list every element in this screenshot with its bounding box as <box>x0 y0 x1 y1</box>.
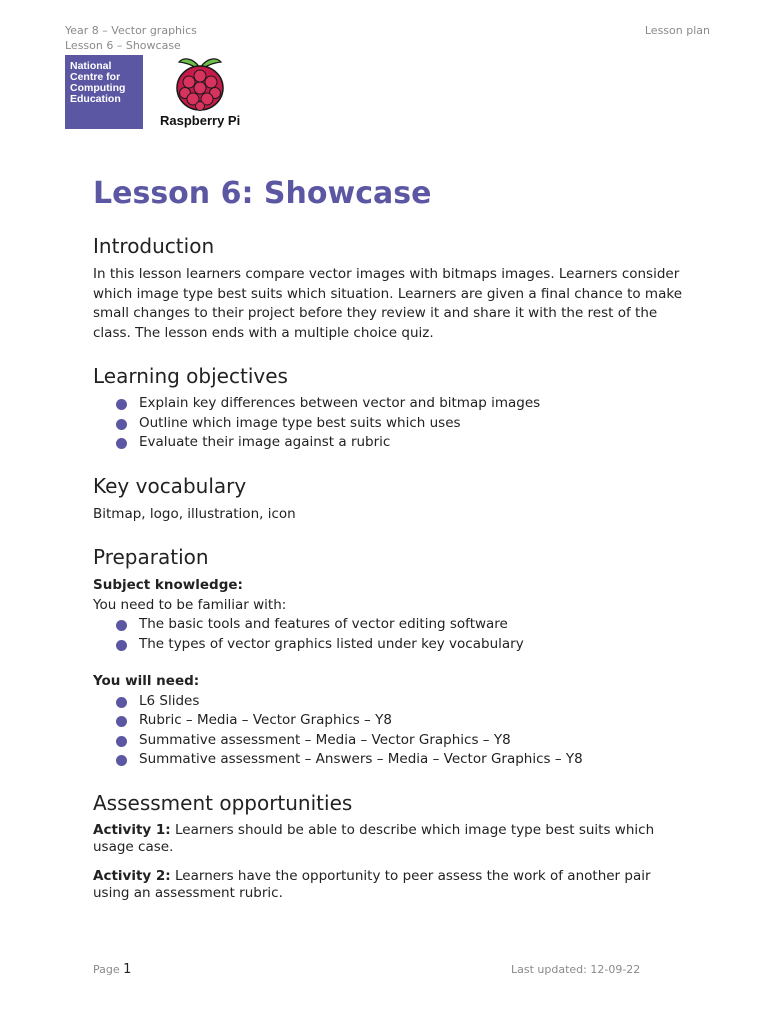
list-item: The basic tools and features of vector editing software <box>139 615 683 635</box>
main-content <box>93 173 683 902</box>
page-title: Lesson 6: Showcase <box>93 176 432 211</box>
last-updated: Last updated: 12-09-22 <box>511 963 641 976</box>
bullet-icon <box>116 736 127 747</box>
familiar-list <box>93 615 683 654</box>
ncce-logo-line: Centre for <box>70 71 121 83</box>
bullet-icon <box>116 620 127 631</box>
bullet-icon <box>116 755 127 766</box>
introduction-text: In this lesson learners compare vector images with bitmaps images. Learners consider which image type best suits which situation. Learners are given a final chance to make small changes to their project before they review it and share it with the rest of the class. The lesson ends with a multiple choice quiz. <box>93 266 682 341</box>
introduction-heading: Introduction <box>93 234 215 258</box>
need-list <box>93 692 683 770</box>
ncce-logo <box>65 55 143 129</box>
list-item: Summative assessment – Media – Vector Graphics – Y8 <box>139 731 683 751</box>
objectives-heading: Learning objectives <box>93 364 288 388</box>
activity2-label: Activity 2: <box>93 867 171 884</box>
familiar-text: You need to be familiar with: <box>93 596 287 613</box>
need-label: You will need: <box>93 673 200 689</box>
list-item: Summative assessment – Answers – Media – Vector Graphics – Y8 <box>139 750 683 770</box>
assessment-heading: Assessment opportunities <box>93 790 353 815</box>
header-course: Year 8 – Vector graphics <box>65 24 197 37</box>
activity2-text: Activity 2: Learners have the opportunity to peer assess the work of another pair using an assessment rubric. <box>93 867 651 901</box>
activity1-label: Activity 1: <box>93 821 171 838</box>
objectives-list <box>93 394 683 453</box>
list-item: L6 Slides <box>139 692 683 712</box>
ncce-logo-line: National <box>70 60 112 72</box>
list-item: Explain key differences between vector and bitmap images <box>139 394 683 414</box>
list-item: Outline which image type best suits which uses <box>139 414 683 434</box>
vocabulary-heading: Key vocabulary <box>93 473 247 498</box>
vocabulary-text: Bitmap, logo, illustration, icon <box>93 505 296 522</box>
header-doc-type: Lesson plan <box>644 24 710 37</box>
subject-knowledge-label: Subject knowledge: <box>93 577 243 593</box>
ncce-logo-line: Computing <box>70 82 126 94</box>
raspberry-pi-label: Raspberry Pi <box>160 113 241 128</box>
raspberry-icon <box>170 54 230 112</box>
list-item: Evaluate their image against a rubric <box>139 433 683 453</box>
activity1-text: Activity 1: Learners should be able to describe which image type best suits which usage case. <box>93 821 655 855</box>
ncce-logo-line: Education <box>70 93 121 105</box>
list-item: Rubric – Media – Vector Graphics – Y8 <box>139 711 683 731</box>
bullet-icon <box>116 419 127 430</box>
page-number-value: 1 <box>123 962 132 977</box>
list-item: The types of vector graphics listed under key vocabulary <box>139 635 683 655</box>
page-number <box>93 962 131 978</box>
preparation-heading: Preparation <box>93 545 209 569</box>
bullet-icon <box>116 640 127 651</box>
header-lesson: Lesson 6 – Showcase <box>65 39 181 52</box>
bullet-icon <box>116 697 127 708</box>
bullet-icon <box>116 438 127 449</box>
bullet-icon <box>116 399 127 410</box>
running-header <box>65 23 197 53</box>
page-label: Page <box>93 963 120 976</box>
bullet-icon <box>116 716 127 727</box>
